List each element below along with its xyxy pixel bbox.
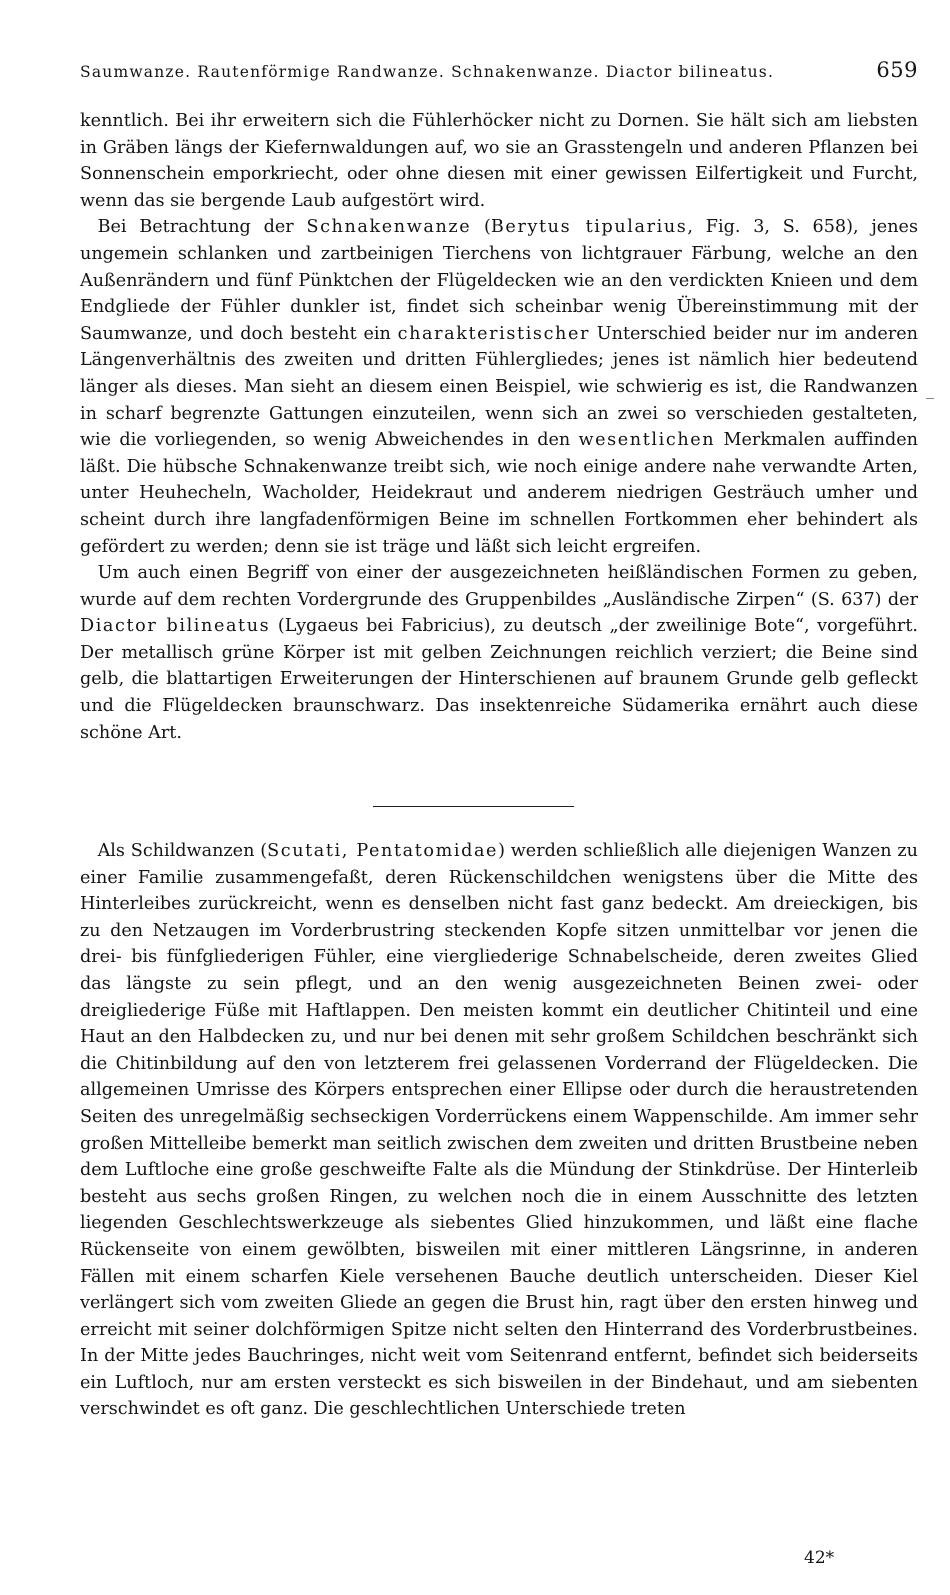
latin-name-lygaeus: Lygaeus: [284, 616, 359, 637]
text-run: Bei Betrachtung der: [97, 217, 307, 238]
paragraph-diactor: [80, 560, 918, 746]
text-run: (: [270, 616, 285, 637]
text-run: (: [254, 841, 268, 861]
text-run: Um auch einen Begriff von einer der ausgezeichneten heißländischen Formen zu geben, wurde auf dem rechten Vordergrunde des Gruppenbildes „Ausländische Zirpen“ (S. 637) der: [80, 563, 918, 610]
text-run: Merkmalen auffinden läßt. Die hübsche Schnakenwanze treibt sich, wie noch einige andere nahe verwandte Arten, unter Heuhecheln, Wacholder, Heidekraut und anderem niedrigen Gesträuch umher und scheint durch ihre langfadenförmigen Beine im schnellen Fortkommen eher behindert als gefördert zu werden; denn sie ist träge und läßt sich leicht ergreifen.: [80, 430, 919, 557]
text-run: Als: [97, 841, 131, 861]
paragraph-schnakenwanze: [80, 214, 918, 560]
latin-name-diactor: Diactor bilineatus: [80, 616, 271, 637]
margin-mark: [926, 398, 934, 399]
page-number: 659: [876, 58, 918, 82]
paragraph-schildwanzen: [80, 838, 918, 1423]
running-head: [80, 58, 918, 88]
section-divider: [373, 806, 574, 807]
running-head-title: Saumwanze. Rautenförmige Randwanze. Schnakenwanze. Diactor bilineatus.: [80, 63, 775, 81]
emphasis-charakteristischer: charakteristischer: [397, 323, 590, 344]
text-run: , Fig. 3, S. 658), jenes ungemein schlanken und zartbeinigen Tierchens von lichtgrauer Färbung, welche an den Außenrändern und fünf Pünktchen der Flügeldecken wie an den verdickten Knieen und dem Endgliede der Fühler dunkler ist, findet sich scheinbar wenig Übereinstimmung mit der Saumwanze, und doch besteht ein: [80, 217, 918, 344]
text-run: ) werden schließlich alle diejenigen Wanzen zu einer Familie zusammengefaßt, deren Rückenschildchen wenigstens über die Mitte des Hinterleibes zurückreicht, wenn es denselben nicht fast ganz bedeckt. Am dreieckigen, bis zu den Netzaugen im Vorderbrustring steckenden Kopfe sitzen unmittelbar vor jenen die drei- bis fünfgliederigen Fühler, eine viergliederige Schnabelscheide, deren zweites Glied das längste zu sein pflegt, und an den wenig ausgezeichneten Beinen zwei- oder dreigliederige Füße mit Haftlappen. Den meisten kommt ein deutlicher Chitinteil und eine Haut an den Halbdecken zu, und nur bei denen mit sehr großem Schildchen beschränkt sich die Chitinbildung auf den von letzterem frei gelassenen Vorderrand der Flügeldecken. Die allgemeinen Umrisse des Körpers entsprechen einer Ellipse oder durch die heraustretenden Seiten des unregelmäßig sechseckigen Vorderrückens einem Wappenschilde. Am immer sehr großen Mittelleibe bemerkt man seitlich zwischen dem zweiten und dritten Brustbeine neben dem Luftloche eine große geschweifte Falte als die Mündung der Stinkdrüse. Der Hinterleib besteht aus sechs großen Ringen, zu welchen noch die in einem Ausschnitte des letzten liegenden Geschlechtswerkzeuge als siebentes Glied hinzukommen, und läßt eine flache Rückenseite von einem gewölbten, bisweilen mit einer mittleren Längsrinne, in anderen Fällen mit einem scharfen Kiele versehenen Bauche deutlich unterscheiden. Dieser Kiel verlängert sich vom zweiten Gliede an gegen die Brust hin, ragt über den ersten hinweg und erreicht mit seiner dolchförmigen Spitze nicht selten den Hinterrand des Vorderbrustbeines. In der Mitte jedes Bauchringes, nicht weit vom Seitenrand entfernt, befindet sich beiderseits ein Luftloch, nur am ersten versteckt es sich bisweilen in der Bindehaut, und am siebenten verschwindet es oft ganz. Die geschlechtlichen Unterschiede treten: [80, 841, 918, 1420]
text-run: bei: [358, 616, 401, 637]
author-fabricius: Fabricius: [400, 616, 484, 637]
term-schnakenwanze: Schnakenwanze: [306, 217, 472, 238]
term-schildwanzen: Schildwanzen: [130, 841, 255, 861]
text-run: Unterschied beider nur im anderen Längenverhältnis des zweiten und dritten Fühlergliedes; jenes ist nämlich hier bedeutend länger als dieses. Man sieht an diesem einen Beispiel, wie schwierig es ist, die Randwanzen in scharf begrenzte Gattungen einzuteilen, wenn sich an zwei so verschieden gestalteten, wie die vorliegenden, so wenig Abweichendes in den: [80, 323, 918, 451]
text-section-schildwanzen: [80, 838, 918, 1423]
printer-signature: 42*: [804, 1548, 835, 1568]
paragraph-continuation: kenntlich. Bei ihr erweitern sich die Fühlerhöcker nicht zu Dornen. Sie hält sich am liebsten in Gräben längs der Kiefernwaldungen auf, wo sie an Grasstengeln und anderen Pflanzen bei Sonnenschein emporkriecht, oder ohne diesen mit einer gewissen Eilfertigkeit und Furcht, wenn das sie bergende Laub aufgestört wird.: [80, 111, 918, 211]
text-run: ), zu deutsch „der zweilinige Bote“, vorgeführt. Der metallisch grüne Körper ist mit gelben Zeichnungen reichlich verziert; die Beine sind gelb, die blattartigen Erweiterungen der Hinterschienen auf braunem Grunde gelb gefleckt und die Flügeldecken braunschwarz. Das insektenreiche Südamerika ernährt auch diese schöne Art.: [80, 616, 918, 743]
text-run: (: [471, 217, 491, 238]
latin-name-berytus: Berytus tipularius: [490, 217, 688, 238]
text-section-saumwanze: [80, 108, 918, 746]
latin-name-scutati: Scutati, Pentatomidae: [267, 841, 499, 861]
emphasis-wesentlichen: wesentlichen: [578, 430, 716, 451]
